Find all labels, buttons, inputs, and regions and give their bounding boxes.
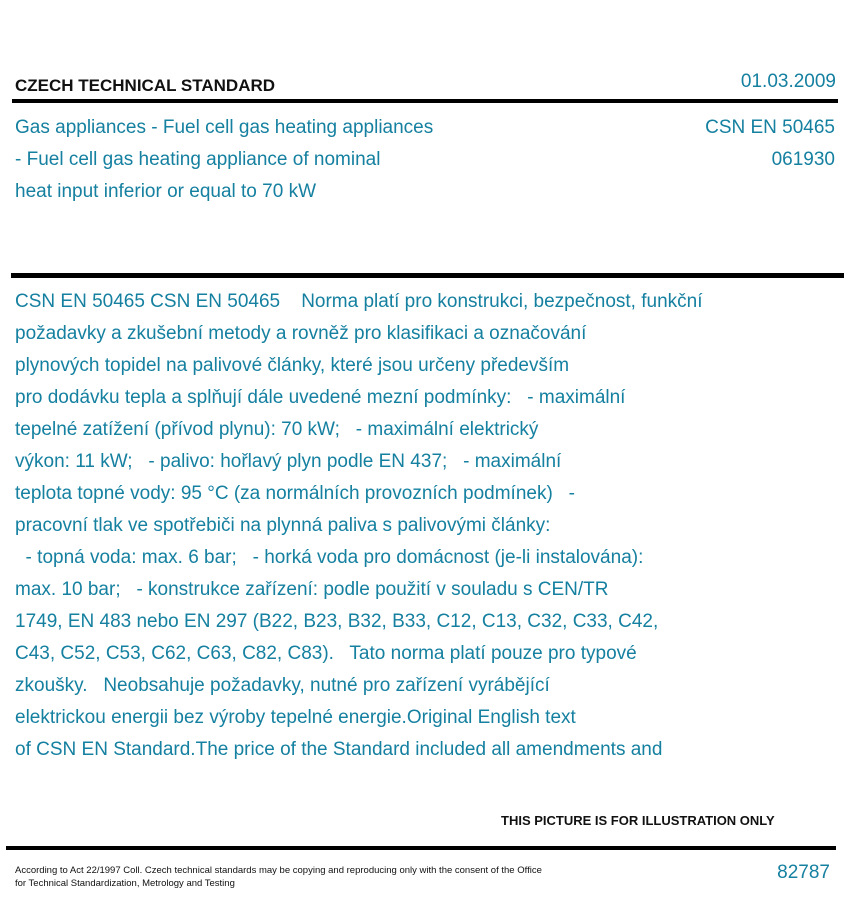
legal-notice-line-1: According to Act 22/1997 Coll. Czech technical standards may be copying and reproducing only with the consent of the Office [15,865,542,876]
description-line: pracovní tlak ve spotřebiči na plynná paliva s palivovými články: [15,515,551,536]
description-line: výkon: 11 kW; - palivo: hořlavý plyn podle EN 437; - maximální [15,451,562,472]
description-line: teplota topné vody: 95 °C (za normálních provozních podmínek) - [15,483,575,504]
description-line: pro dodávku tepla a splňují dále uvedené mezní podmínky: - maximální [15,387,626,408]
class-code: 061930 [771,149,835,170]
description-line: of CSN EN Standard.The price of the Standard included all amendments and [15,739,663,760]
description-line: plynových topidel na palivové články, které jsou určeny především [15,355,570,376]
title-line-1: Gas appliances - Fuel cell gas heating appliances [15,117,434,138]
illustration-note: THIS PICTURE IS FOR ILLUSTRATION ONLY [501,813,775,828]
title-line-3: heat input inferior or equal to 70 kW [15,181,317,202]
issue-date: 01.03.2009 [740,71,836,92]
description-line: tepelné zatížení (přívod plynu): 70 kW; - maximální elektrický [15,419,539,440]
description-line: max. 10 bar; - konstrukce zařízení: podle použití v souladu s CEN/TR [15,579,609,600]
legal-notice-line-2: for Technical Standardization, Metrology and Testing [15,878,235,889]
description-line: CSN EN 50465 CSN EN 50465 Norma platí pro konstrukci, bezpečnost, funkční [15,291,703,312]
description [15,286,845,766]
standard-label: CZECH TECHNICAL STANDARD [15,76,276,95]
description-line: - topná voda: max. 6 bar; - horká voda pro domácnost (je-li instalována): [15,547,644,568]
title-rule [11,273,844,278]
description-line: zkoušky. Neobsahuje požadavky, nutné pro zařízení vyrábějící [15,675,550,696]
description-line: C43, C52, C53, C62, C63, C82, C83). Tato norma platí pouze pro typové [15,643,637,664]
description-line: 1749, EN 483 nebo EN 297 (B22, B23, B32, B33, C12, C13, C32, C33, C42, [15,611,659,632]
description-line: požadavky a zkušební metody a rovněž pro klasifikaci a označování [15,323,587,344]
standard-number: CSN EN 50465 [705,117,835,138]
title-line-2: - Fuel cell gas heating appliance of nominal [15,149,381,170]
document-code: 82787 [777,862,830,883]
header-rule [12,99,838,103]
footer-rule [6,846,836,850]
description-line: elektrickou energii bez výroby tepelné energie.Original English text [15,707,576,728]
